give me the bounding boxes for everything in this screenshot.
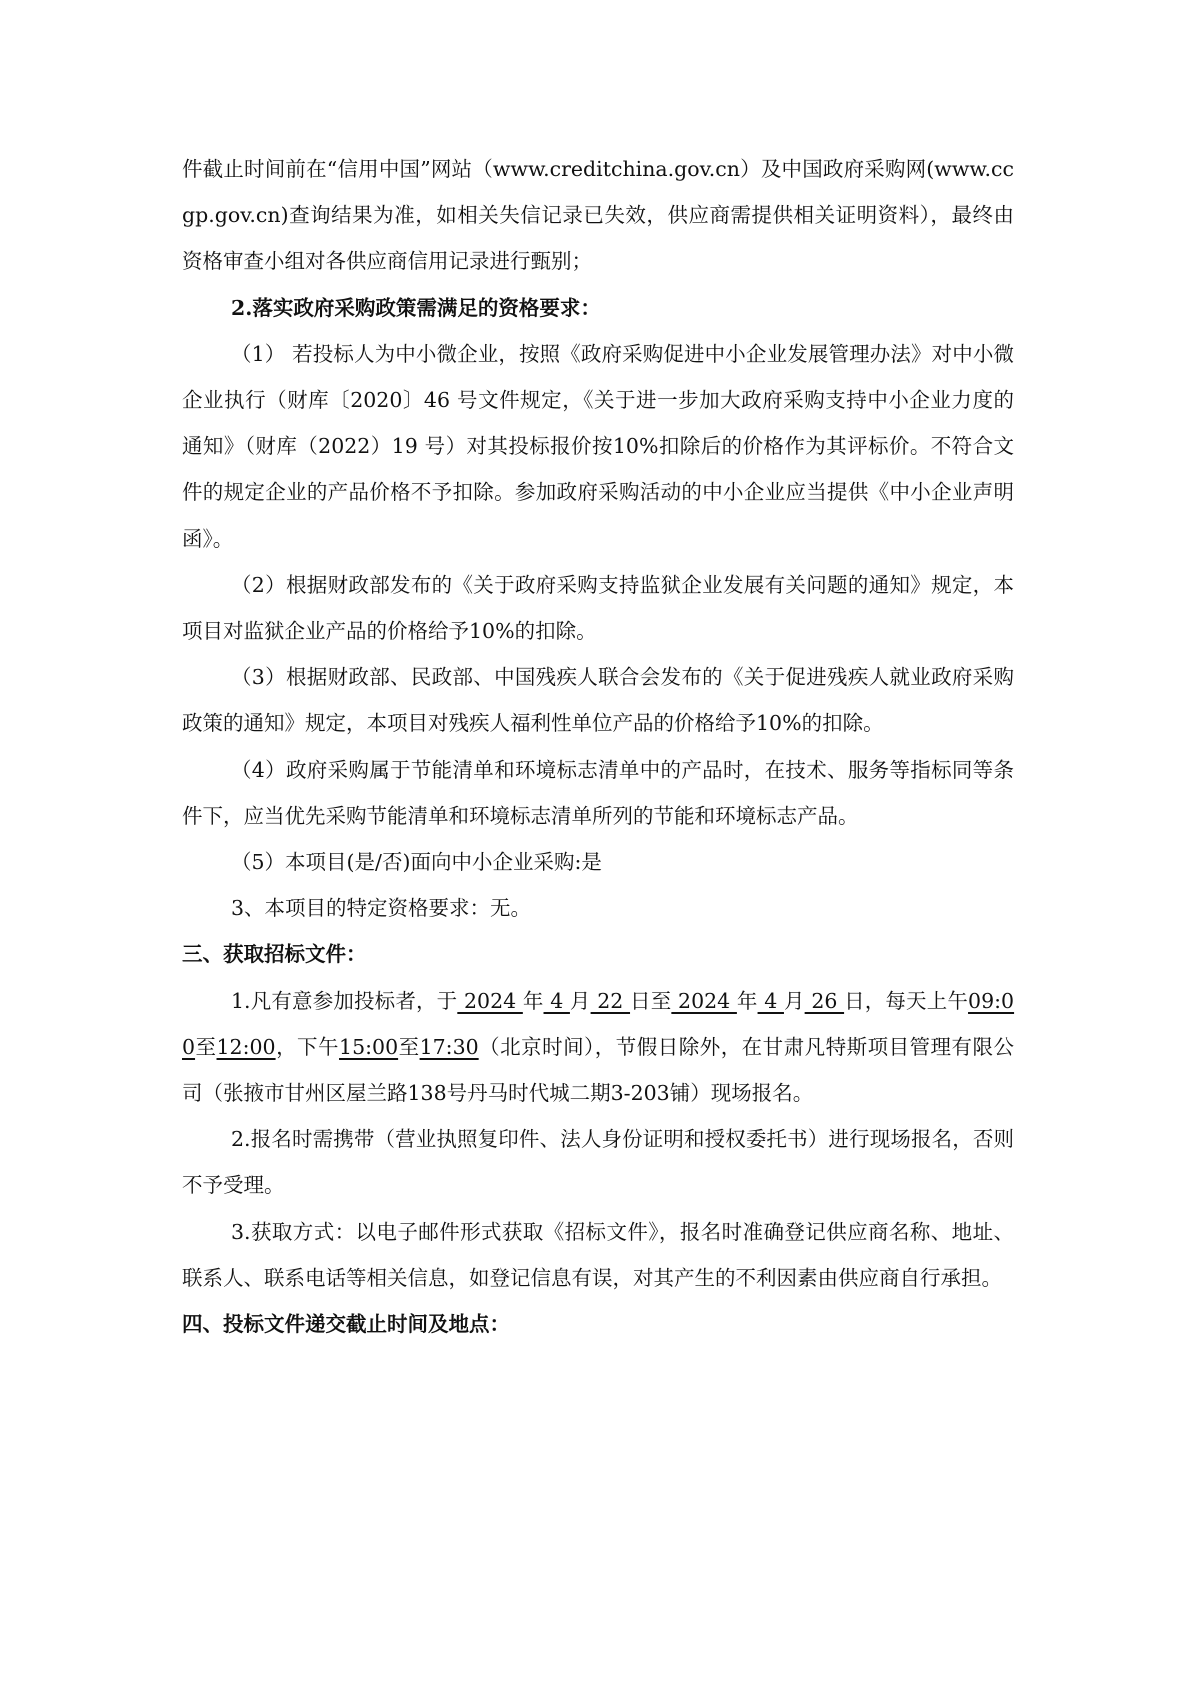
acquire-paragraph-2: 2.报名时需携带（营业执照复印件、法人身份证明和授权委托书）进行现场报名，否则不予受理。 — [182, 1127, 1014, 1198]
start-year: 2024 — [457, 988, 523, 1013]
start-day: 22 — [590, 988, 631, 1013]
policy-item-1: （1） 若投标人为中小微企业，按照《政府采购促进中小企业发展管理办法》对中小微企业执行（财库〔2020〕46 号文件规定，《关于进一步加大政府采购支持中小企业力度的通知》（财库（2022）19 号）对其投标报价按10%扣除后的价格作为其评标价。不符合文件的规定企业的产品价格不予扣除。参加政府采购活动的中小企业应当提供《中小企业声明函》。 — [182, 341, 1014, 551]
policy-item-3: （3）根据财政部、民政部、中国残疾人联合会发布的《关于促进残疾人就业政府采购政策的通知》规定，本项目对残疾人福利性单位产品的价格给予10%的扣除。 — [182, 665, 1014, 736]
acquire-paragraph-1: 1.凡有意参加投标者，于 2024 年 4 月 22 日至 2024 年 4 月 26 日，每天上午09:00至12:00，下午15:00至17:30（北京时间），节假日除外，在甘肃凡特斯项目管理有限公司（张掖市甘州区屋兰路138号丹马时代城二期3-203铺）现场报名。 — [182, 988, 1015, 1106]
policy-item-2: （2）根据财政部发布的《关于政府采购支持监狱企业发展有关问题的通知》规定，本项目对监狱企业产品的价格给予10%的扣除。 — [182, 572, 1014, 644]
end-month: 4 — [757, 988, 784, 1013]
heading-submission-deadline: 四、投标文件递交截止时间及地点： — [182, 1312, 510, 1337]
continuation-paragraph: 件截止时间前在“信用中国”网站（www.creditchina.gov.cn）及中国政府采购网(www.ccgp.gov.cn)查询结果为准，如相关失信记录已失效，供应商需提供相关证明资料），最终由资格审查小组对各供应商信用记录进行甄别； — [182, 157, 1014, 274]
pm-start-time: 15:00 — [339, 1034, 399, 1059]
am-end-time: 12:00 — [216, 1034, 276, 1059]
end-day: 26 — [804, 988, 845, 1013]
section-2-title: 2.落实政府采购政策需满足的资格要求： — [231, 295, 601, 320]
document-page — [182, 146, 1014, 1347]
pm-end-time: 17:30 — [419, 1034, 479, 1059]
policy-item-5: （5）本项目(是/否)面向中小企业采购:是 — [231, 850, 602, 875]
special-qualification: 3、本项目的特定资格要求：无。 — [231, 896, 532, 921]
end-year: 2024 — [671, 988, 737, 1013]
acquire-paragraph-3: 3.获取方式：以电子邮件形式获取《招标文件》，报名时准确登记供应商名称、地址、联系人、联系电话等相关信息，如登记信息有误，对其产生的不利因素由供应商自行承担。 — [182, 1219, 1014, 1290]
policy-item-4: （4）政府采购属于节能清单和环境标志清单中的产品时，在技术、服务等指标同等条件下，应当优先采购节能清单和环境标志清单所列的节能和环境标志产品。 — [182, 757, 1014, 828]
heading-obtain-documents: 三、获取招标文件： — [182, 942, 367, 967]
start-month: 4 — [543, 988, 570, 1013]
am-start-time: 09:00 — [182, 988, 1015, 1059]
